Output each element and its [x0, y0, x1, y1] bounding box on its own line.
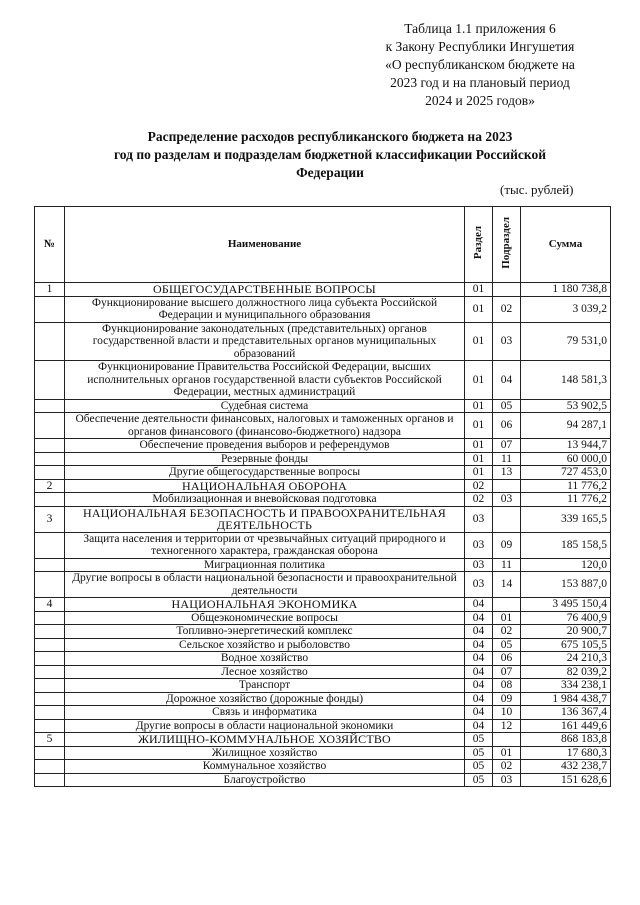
row-sum: 136 367,4	[521, 706, 611, 720]
row-sum: 3 495 150,4	[521, 598, 611, 612]
row-name: Дорожное хозяйство (дорожные фонды)	[65, 692, 465, 706]
row-sum: 727 453,0	[521, 466, 611, 480]
row-sum: 79 531,0	[521, 322, 611, 361]
row-subsection: 02	[493, 625, 521, 639]
table-row	[35, 746, 611, 760]
row-subsection: 09	[493, 532, 521, 558]
row-section: 04	[465, 665, 493, 679]
row-subsection: 07	[493, 665, 521, 679]
row-number: 2	[35, 479, 65, 493]
row-section: 01	[465, 466, 493, 480]
table-row	[35, 706, 611, 720]
row-sum: 153 887,0	[521, 572, 611, 598]
row-name: Благоустройство	[65, 773, 465, 787]
row-subsection: 11	[493, 558, 521, 572]
row-section: 04	[465, 625, 493, 639]
row-subsection: 06	[493, 413, 521, 439]
row-number	[35, 706, 65, 720]
appendix-note	[350, 20, 610, 110]
row-sum: 675 105,5	[521, 638, 611, 652]
row-sum: 868 183,8	[521, 733, 611, 747]
row-subsection: 01	[493, 611, 521, 625]
row-sum: 120,0	[521, 558, 611, 572]
row-sum: 11 776,2	[521, 479, 611, 493]
row-number	[35, 439, 65, 453]
table-header-row	[35, 207, 611, 283]
row-name: Резервные фонды	[65, 452, 465, 466]
row-name: ОБЩЕГОСУДАРСТВЕННЫЕ ВОПРОСЫ	[65, 283, 465, 297]
row-name: Миграционная политика	[65, 558, 465, 572]
appendix-line: Таблица 1.1 приложения 6	[404, 21, 556, 36]
row-number	[35, 466, 65, 480]
row-number	[35, 746, 65, 760]
table-row	[35, 665, 611, 679]
row-subsection: 03	[493, 493, 521, 507]
row-number	[35, 532, 65, 558]
row-number	[35, 665, 65, 679]
table-row	[35, 452, 611, 466]
row-section: 01	[465, 452, 493, 466]
table-row	[35, 466, 611, 480]
row-subsection: 02	[493, 296, 521, 322]
row-subsection: 07	[493, 439, 521, 453]
row-subsection	[493, 598, 521, 612]
row-sum: 148 581,3	[521, 361, 611, 400]
appendix-line: «О республиканском бюджете на	[385, 57, 575, 72]
row-name: Защита населения и территории от чрезвычайных ситуаций природного и техногенного характера, гражданская оборона	[65, 532, 465, 558]
row-number: 1	[35, 283, 65, 297]
row-subsection: 14	[493, 572, 521, 598]
row-name: НАЦИОНАЛЬНАЯ БЕЗОПАСНОСТЬ И ПРАВООХРАНИТЕЛЬНАЯ ДЕЯТЕЛЬНОСТЬ	[65, 506, 465, 532]
table-row	[35, 652, 611, 666]
table-row	[35, 413, 611, 439]
row-number	[35, 773, 65, 787]
table-row	[35, 611, 611, 625]
row-subsection: 05	[493, 638, 521, 652]
row-section: 03	[465, 532, 493, 558]
table-row	[35, 479, 611, 493]
row-section: 04	[465, 706, 493, 720]
row-section: 02	[465, 493, 493, 507]
row-number	[35, 572, 65, 598]
row-number	[35, 625, 65, 639]
row-section: 01	[465, 361, 493, 400]
row-name: Другие общегосударственные вопросы	[65, 466, 465, 480]
table-row	[35, 558, 611, 572]
row-section: 05	[465, 760, 493, 774]
budget-table	[34, 206, 611, 787]
row-subsection: 01	[493, 746, 521, 760]
table-row	[35, 399, 611, 413]
row-number	[35, 322, 65, 361]
row-subsection: 12	[493, 719, 521, 733]
row-number	[35, 452, 65, 466]
row-section: 04	[465, 611, 493, 625]
row-number	[35, 719, 65, 733]
row-subsection: 11	[493, 452, 521, 466]
row-name: Сельское хозяйство и рыболовство	[65, 638, 465, 652]
row-subsection: 13	[493, 466, 521, 480]
row-number	[35, 760, 65, 774]
row-number	[35, 558, 65, 572]
row-subsection	[493, 733, 521, 747]
table-row	[35, 719, 611, 733]
header-subsection	[493, 207, 521, 283]
row-sum: 20 900,7	[521, 625, 611, 639]
row-section: 03	[465, 506, 493, 532]
row-number	[35, 679, 65, 693]
row-number	[35, 361, 65, 400]
table-row	[35, 283, 611, 297]
row-name: Другие вопросы в области национальной безопасности и правоохранительной деятельности	[65, 572, 465, 598]
row-name: Общеэкономические вопросы	[65, 611, 465, 625]
row-section: 01	[465, 399, 493, 413]
row-subsection: 04	[493, 361, 521, 400]
row-name: Водное хозяйство	[65, 652, 465, 666]
row-name: Транспорт	[65, 679, 465, 693]
table-row	[35, 733, 611, 747]
row-sum: 11 776,2	[521, 493, 611, 507]
title-line: Распределение расходов республиканского бюджета на 2023	[147, 129, 513, 144]
row-subsection: 03	[493, 322, 521, 361]
row-number	[35, 493, 65, 507]
row-name: Связь и информатика	[65, 706, 465, 720]
row-subsection: 08	[493, 679, 521, 693]
row-sum: 185 158,5	[521, 532, 611, 558]
row-name: Судебная система	[65, 399, 465, 413]
row-name: НАЦИОНАЛЬНАЯ ЭКОНОМИКА	[65, 598, 465, 612]
row-subsection	[493, 479, 521, 493]
row-subsection: 10	[493, 706, 521, 720]
row-subsection: 02	[493, 760, 521, 774]
row-name: НАЦИОНАЛЬНАЯ ОБОРОНА	[65, 479, 465, 493]
row-name: Другие вопросы в области национальной экономики	[65, 719, 465, 733]
row-number: 4	[35, 598, 65, 612]
row-number	[35, 638, 65, 652]
table-row	[35, 598, 611, 612]
row-section: 04	[465, 719, 493, 733]
row-section: 05	[465, 773, 493, 787]
row-section: 01	[465, 283, 493, 297]
title-line: Федерации	[296, 165, 364, 180]
row-number: 5	[35, 733, 65, 747]
row-section: 03	[465, 572, 493, 598]
table-row	[35, 679, 611, 693]
header-section-label: Раздел	[472, 226, 485, 260]
appendix-line: к Закону Республики Ингушетия	[385, 39, 575, 54]
header-num: №	[35, 207, 65, 283]
row-number	[35, 611, 65, 625]
row-section: 05	[465, 733, 493, 747]
table-body	[35, 283, 611, 787]
table-row	[35, 760, 611, 774]
table-row	[35, 296, 611, 322]
row-section: 01	[465, 322, 493, 361]
table-row	[35, 506, 611, 532]
row-section: 02	[465, 479, 493, 493]
row-sum: 1 180 738,8	[521, 283, 611, 297]
row-subsection: 03	[493, 773, 521, 787]
row-number	[35, 413, 65, 439]
row-number	[35, 692, 65, 706]
row-sum: 334 238,1	[521, 679, 611, 693]
row-subsection: 05	[493, 399, 521, 413]
row-subsection: 09	[493, 692, 521, 706]
table-row	[35, 439, 611, 453]
appendix-line: 2023 год и на плановый период	[390, 75, 570, 90]
row-name: Коммунальное хозяйство	[65, 760, 465, 774]
table-row	[35, 532, 611, 558]
row-name: Мобилизационная и вневойсковая подготовка	[65, 493, 465, 507]
row-sum: 432 238,7	[521, 760, 611, 774]
header-section	[465, 207, 493, 283]
row-sum: 53 902,5	[521, 399, 611, 413]
title-line: год по разделам и подразделам бюджетной классификации Российской	[113, 147, 547, 162]
row-name: Функционирование Правительства Российской Федерации, высших исполнительных органов государственной власти субъектов Российской Федерации, местных администраций	[65, 361, 465, 400]
row-sum: 161 449,6	[521, 719, 611, 733]
row-name: Лесное хозяйство	[65, 665, 465, 679]
row-sum: 151 628,6	[521, 773, 611, 787]
row-subsection	[493, 506, 521, 532]
row-sum: 60 000,0	[521, 452, 611, 466]
row-subsection: 06	[493, 652, 521, 666]
row-number	[35, 399, 65, 413]
row-section: 01	[465, 413, 493, 439]
row-name: Обеспечение деятельности финансовых, налоговых и таможенных органов и органов финансового (финансово-бюджетного) надзора	[65, 413, 465, 439]
row-sum: 339 165,5	[521, 506, 611, 532]
row-section: 03	[465, 558, 493, 572]
row-name: Топливно-энергетический комплекс	[65, 625, 465, 639]
row-number	[35, 652, 65, 666]
row-section: 04	[465, 679, 493, 693]
row-sum: 76 400,9	[521, 611, 611, 625]
table-row	[35, 493, 611, 507]
row-section: 04	[465, 598, 493, 612]
row-number: 3	[35, 506, 65, 532]
row-section: 01	[465, 296, 493, 322]
header-subsection-label: Подраздел	[500, 216, 513, 269]
row-section: 04	[465, 638, 493, 652]
row-subsection	[493, 283, 521, 297]
row-sum: 3 039,2	[521, 296, 611, 322]
units-label: (тыс. рублей)	[500, 182, 574, 197]
document-title	[70, 128, 590, 182]
row-sum: 13 944,7	[521, 439, 611, 453]
table-row	[35, 625, 611, 639]
row-name: Жилищное хозяйство	[65, 746, 465, 760]
row-sum: 17 680,3	[521, 746, 611, 760]
table-row	[35, 572, 611, 598]
row-section: 04	[465, 652, 493, 666]
row-sum: 24 210,3	[521, 652, 611, 666]
row-name: Функционирование высшего должностного лица субъекта Российской Федерации и муниципального образования	[65, 296, 465, 322]
table-row	[35, 638, 611, 652]
table-row	[35, 361, 611, 400]
row-section: 01	[465, 439, 493, 453]
table-row	[35, 322, 611, 361]
row-name: Обеспечение проведения выборов и референдумов	[65, 439, 465, 453]
row-name: Функционирование законодательных (представительных) органов государственной власти и представительных органов муниципальных образований	[65, 322, 465, 361]
row-section: 04	[465, 692, 493, 706]
row-number	[35, 296, 65, 322]
appendix-line: 2024 и 2025 годов»	[425, 93, 535, 108]
header-name: Наименование	[65, 207, 465, 283]
row-sum: 82 039,2	[521, 665, 611, 679]
row-section: 05	[465, 746, 493, 760]
header-sum: Сумма	[521, 207, 611, 283]
table-row	[35, 692, 611, 706]
row-name: ЖИЛИЩНО-КОММУНАЛЬНОЕ ХОЗЯЙСТВО	[65, 733, 465, 747]
row-sum: 1 984 438,7	[521, 692, 611, 706]
table-row	[35, 773, 611, 787]
row-sum: 94 287,1	[521, 413, 611, 439]
